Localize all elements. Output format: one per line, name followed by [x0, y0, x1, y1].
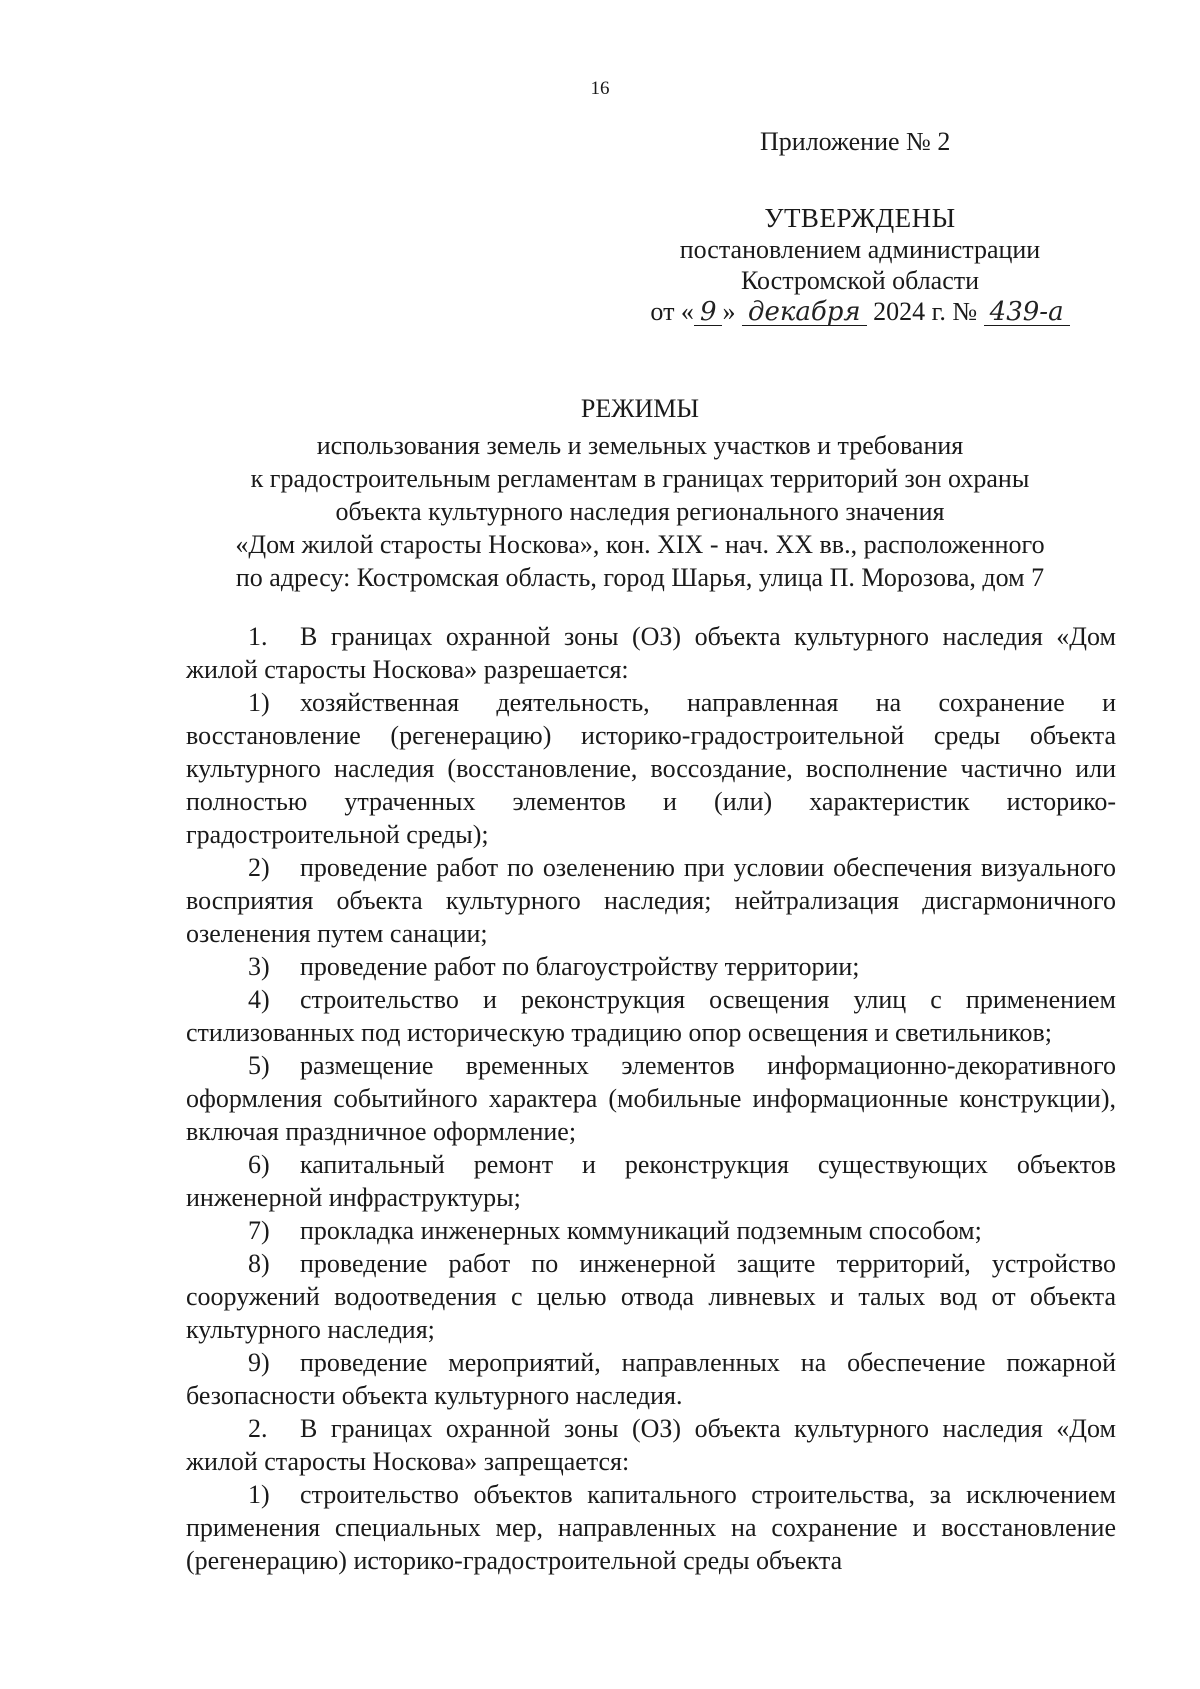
approval-block	[610, 203, 1110, 327]
paragraph	[186, 686, 1116, 851]
paragraph-number: 5)	[248, 1051, 270, 1080]
paragraph-number: 1)	[248, 688, 270, 717]
paragraph	[186, 1049, 1116, 1148]
paragraph-number: 2)	[248, 853, 270, 882]
document-title-block	[170, 392, 1110, 594]
paragraph-text: капитальный ремонт и реконструкция существующих объектов инженерной инфраструктуры;	[186, 1150, 1116, 1212]
paragraph-text: строительство объектов капитального строительства, за исключением применения специальных мер, направленных на сохранение и восстановление (регенерацию) историко-градостроительной среды объекта	[186, 1480, 1116, 1575]
title-line: объекта культурного наследия регионального значения	[335, 497, 945, 526]
title-line: к градостроительным регламентам в границах территорий зон охраны	[250, 464, 1030, 493]
handwritten-month: декабря	[742, 299, 867, 326]
title-line: «Дом жилой старосты Носкова», кон. XIX - нач. XX вв., расположенного	[235, 530, 1045, 559]
paragraph	[186, 1478, 1116, 1577]
title-line: по адресу: Костромская область, город Шарья, улица П. Морозова, дом 7	[235, 563, 1045, 592]
document-title: РЕЖИМЫ	[580, 394, 700, 423]
paragraph-number: 6)	[248, 1150, 270, 1179]
paragraph-number: 8)	[248, 1249, 270, 1278]
paragraph	[186, 950, 1116, 983]
approval-date-line	[610, 296, 1110, 327]
handwritten-day: 9	[694, 299, 723, 326]
paragraph-number: 1.	[248, 622, 268, 651]
date-mid: »	[722, 297, 736, 326]
title-line: использования земель и земельных участков и требования	[316, 431, 964, 460]
date-year: 2024 г. №	[873, 297, 978, 326]
paragraph-number: 7)	[248, 1216, 270, 1245]
appendix-label: Приложение № 2	[760, 127, 951, 156]
paragraph	[186, 851, 1116, 950]
paragraph-text: проведение работ по инженерной защите территорий, устройство сооружений водоотведения с целью отвода ливневых и талых вод от объекта культурного наследия;	[186, 1249, 1116, 1344]
paragraph	[186, 1214, 1116, 1247]
approval-line-1: постановлением администрации	[679, 235, 1041, 264]
date-prefix: от «	[650, 297, 694, 326]
paragraph-text: проведение работ по благоустройству территории;	[300, 952, 860, 981]
paragraph	[186, 1148, 1116, 1214]
paragraph	[186, 983, 1116, 1049]
paragraph-text: проведение работ по озеленению при условии обеспечения визуального восприятия объекта культурного наследия; нейтрализация дисгармоничного озеленения путем санации;	[186, 853, 1116, 948]
paragraph-text: В границах охранной зоны (ОЗ) объекта культурного наследия «Дом жилой старосты Носкова» запрещается:	[186, 1414, 1116, 1476]
paragraph	[186, 1247, 1116, 1346]
paragraph-text: размещение временных элементов информационно-декоративного оформления событийного характера (мобильные информационные конструкции), включая праздничное оформление;	[186, 1051, 1116, 1146]
paragraph-number: 4)	[248, 985, 270, 1014]
paragraph	[186, 620, 1116, 686]
paragraph-text: В границах охранной зоны (ОЗ) объекта культурного наследия «Дом жилой старосты Носкова» разрешается:	[186, 622, 1116, 684]
paragraph-text: проведение мероприятий, направленных на обеспечение пожарной безопасности объекта культурного наследия.	[186, 1348, 1116, 1410]
paragraph-number: 3)	[248, 952, 270, 981]
approval-line-2: Костромской области	[740, 266, 980, 295]
paragraph	[186, 1412, 1116, 1478]
paragraph	[186, 1346, 1116, 1412]
document-body	[186, 620, 1116, 1577]
paragraph-number: 1)	[248, 1480, 270, 1509]
paragraph-text: строительство и реконструкция освещения улиц с применением стилизованных под историческую традицию опор освещения и светильников;	[186, 985, 1116, 1047]
paragraph-number: 2.	[248, 1414, 268, 1443]
page-number: 16	[590, 78, 610, 99]
approval-heading: УТВЕРЖДЕНЫ	[764, 203, 956, 233]
paragraph-text: прокладка инженерных коммуникаций подземным способом;	[300, 1216, 982, 1245]
handwritten-number: 439-а	[984, 299, 1070, 326]
paragraph-number: 9)	[248, 1348, 270, 1377]
paragraph-text: хозяйственная деятельность, направленная на сохранение и восстановление (регенерацию) историко-градостроительной среды объекта культурного наследия (восстановление, воссоздание, восполнение частично или полностью утраченных элементов и (или) характеристик историко-градостроительной среды);	[186, 688, 1116, 849]
